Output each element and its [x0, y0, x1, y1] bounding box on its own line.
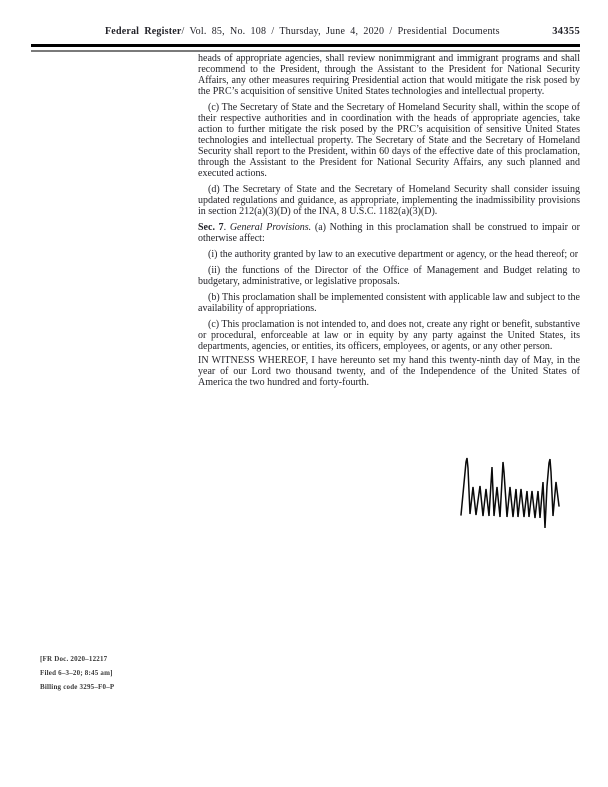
section-7-title: General Provisions.	[229, 222, 312, 233]
body-paragraph-ii: (ii) the functions of the Director of the Office of Management and Budget relating to budgetary, administrative, or legislative proposals.	[198, 265, 580, 287]
fr-doc-footer	[40, 652, 114, 694]
header-rule-primary	[31, 44, 580, 47]
body-paragraph-b: (b) This proclamation shall be implemented consistent with applicable law and subject to the availability of appropriations.	[198, 292, 580, 314]
signature-image	[458, 454, 562, 530]
issue-info: / Vol. 85, No. 108 / Thursday, June 4, 2020 / Presidential Documents	[181, 26, 500, 37]
section-7-text: (a) Nothing in this proclamation shall be construed to impair or otherwise affect:	[198, 222, 580, 244]
filed-date: Filed 6–3–20; 8:45 am]	[40, 669, 113, 677]
presidential-signature	[458, 454, 562, 530]
body-paragraph-i: (i) the authority granted by law to an executive department or agency, or the head thereof; or	[208, 249, 579, 260]
page-number: 34355	[552, 26, 580, 37]
body-paragraph-witness: IN WITNESS WHEREOF, I have hereunto set my hand this twenty-ninth day of May, in the year of our Lord two thousand twenty, and of the Independence of the United States of America the two hundred and forty-fourth.	[198, 355, 580, 388]
section-7-label: Sec. 7	[198, 222, 224, 233]
body-paragraph-c2: (c) This proclamation is not intended to, and does not, create any right or benefit, substantive or procedural, enforceable at law or in equity by any party against the United States, its departments, agencies, or entities, its officers, employees, or agents, or any other person.	[198, 319, 580, 352]
document-body	[198, 53, 580, 388]
header-rule-secondary	[31, 50, 580, 52]
billing-code: Billing code 3295–F0–P	[40, 683, 115, 691]
section-7-heading-paragraph	[198, 222, 580, 244]
journal-name: Federal Register	[105, 26, 182, 37]
running-head	[30, 26, 580, 42]
fr-doc-number: [FR Doc. 2020–12217	[40, 655, 108, 663]
body-paragraph-c: (c) The Secretary of State and the Secretary of Homeland Security shall, within the scope of their respective authorities and in coordination with the heads of appropriate agencies, take action to further mitigate the risk posed by the PRC’s acquisition of sensitive United States technologies and intellectual property. The Secretary of State and the Secretary of Homeland Security shall report to the President, within 60 days of the effective date of this proclamation, through the Assistant to the President for National Security Affairs, any such planned and executed actions.	[198, 102, 580, 179]
running-head-title	[105, 26, 500, 38]
body-paragraph-continuation: heads of appropriate agencies, shall review nonimmigrant and immigrant programs and shall recommend to the President, through the Assistant to the President for National Security Affairs, any other measures requiring Presidential action that would mitigate the risk posed by the PRC’s acquisition of sensitive United States technologies and intellectual property.	[198, 53, 580, 97]
body-paragraph-d: (d) The Secretary of State and the Secretary of Homeland Security shall consider issuing updated regulations and guidance, as appropriate, implementing the inadmissibility provisions in section 212(a)(3)(D) of the INA, 8 U.S.C. 1182(a)(3)(D).	[198, 184, 580, 217]
section-7-separator: .	[223, 222, 230, 233]
